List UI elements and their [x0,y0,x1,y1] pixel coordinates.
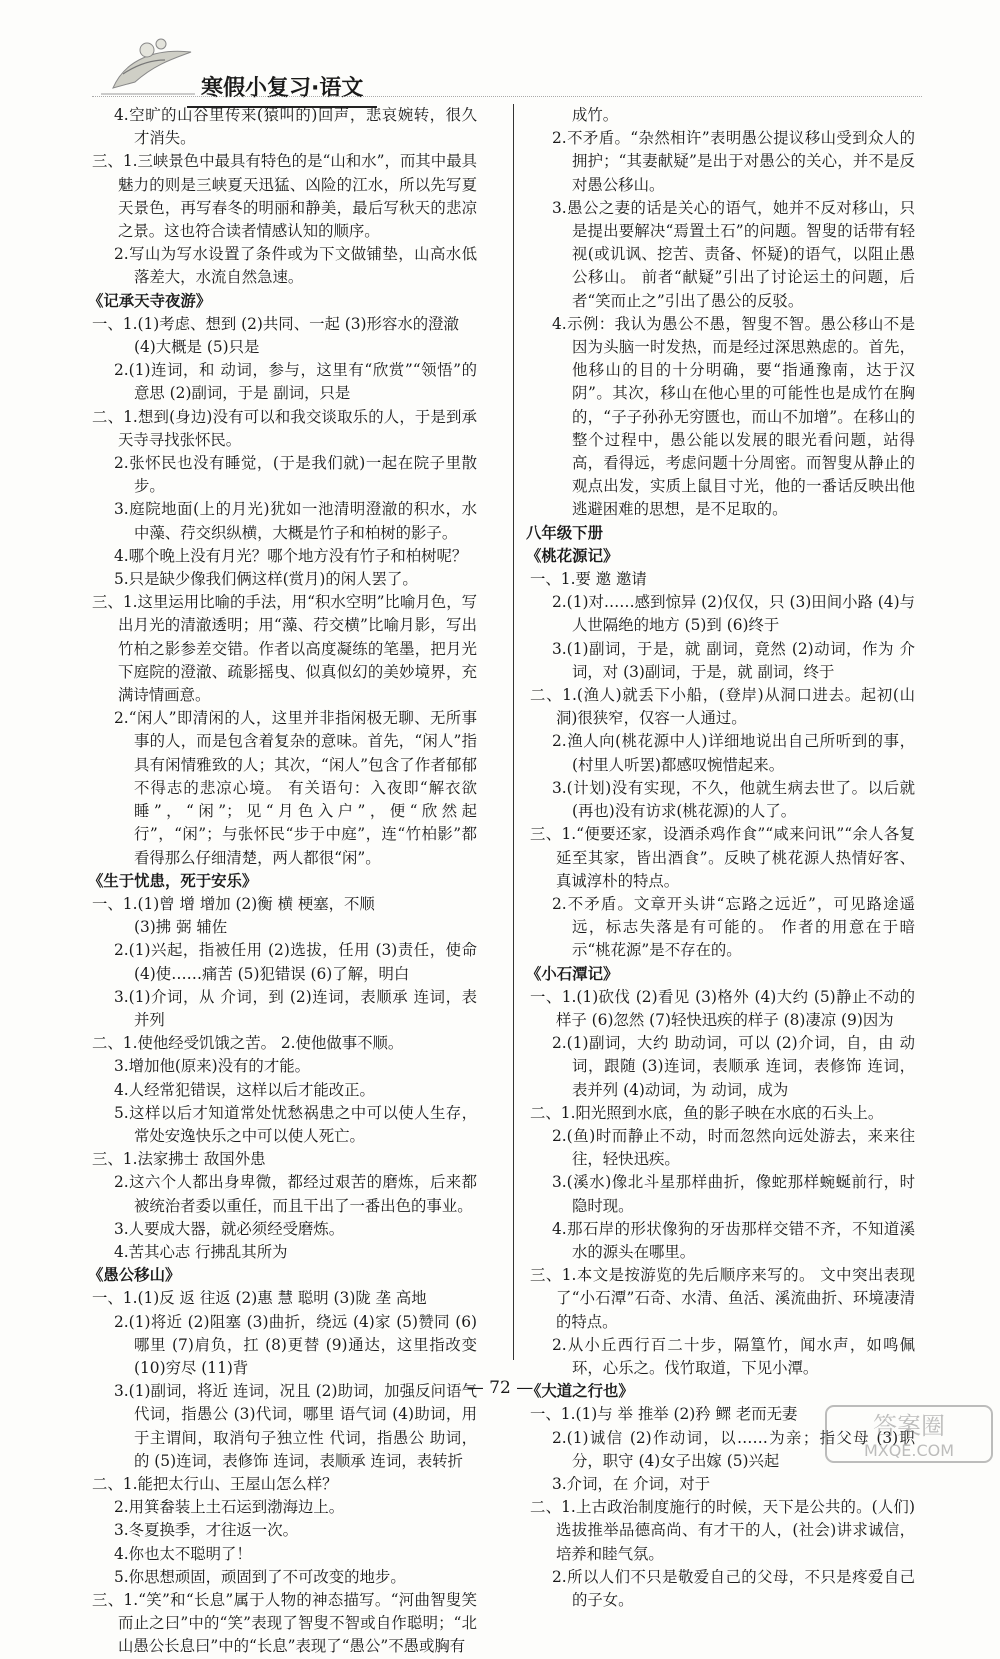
page-header [95,30,515,101]
answer-line: 4.苦其心志 行拂乱其所为 [114,1242,288,1261]
section-heading: 《愚公移山》 [88,1266,181,1285]
answer-line: 一、1.要 邀 邀请 [530,570,647,589]
answer-line: 3.(溪水)像北斗星那样曲折，像蛇那样蜿蜒前行，时隐时现。 [552,1173,915,1215]
answer-line: 2.从小丘西行百二十步，隔篁竹，闻水声，如鸣佩环，心乐之。伐竹取道，下见小潭。 [552,1335,915,1377]
answer-line: 2.张怀民也没有睡觉，(于是我们就)一起在院子里散步。 [114,454,477,496]
answer-line: (4)大概是 (5)只是 [134,338,260,357]
answer-line: 二、1.上古政治制度施行的时候，天下是公共的。(人们)选拔推举品德高尚、有才干的人，(社会)讲求诚信，培养和睦气氛。 [530,1498,915,1563]
header-title: 寒假小复习·语文 [187,72,377,108]
watermark-logo [824,1404,994,1464]
answer-line: 2.(1)连词，和 动词，参与，这里有“欣赏”“领悟”的意思 (2)副词，于是 副词，只是 [114,361,477,403]
answer-line: 二、1.想到(身边)没有可以和我交谈取乐的人，于是到承天寺寻找张怀民。 [92,407,477,449]
answer-line: 2.所以人们不只是敬爱自己的父母，不只是疼爱自己的子女。 [552,1567,915,1609]
left-column [88,104,477,1659]
answer-line: 二、1.能把太行山、王屋山怎么样？ [92,1474,338,1493]
answer-line: 一、1.(1)反 返 往返 (2)惠 慧 聪明 (3)陇 垄 高地 [92,1289,427,1308]
answer-line: 2.这六个人都出身卑微，都经过艰苦的磨炼，后来都被统治者委以重任，而且干出了一番出色的事业。 [114,1173,477,1215]
answer-line: 5.你思想顽固，顽固到了不可改变的地步。 [114,1567,406,1586]
answer-line: 2.不矛盾。文章开头讲“忘路之远近”，可见路途遥远，标志失落是有可能的。 作者的用意在于暗示“桃花源”是不存在的。 [552,894,915,960]
section-heading: 《记承天寺夜游》 [88,291,212,310]
answer-line: 3.冬夏换季，才往返一次。 [114,1521,298,1540]
header-rule [92,96,922,97]
answer-line: 2.(1)副词，大约 助动词，可以 (2)介词，自，由 动词，跟随 (3)连词，表顺承 连词，表修饰 连词，表并列 (4)动词，为 动词，成为 [552,1034,915,1099]
answer-line: 3.(计划)没有实现，不久，他就生病去世了。以后就(再也)没有访求(桃花源)的人了。 [552,778,915,821]
answer-line: 3.人要成大器，就必须经受磨炼。 [114,1219,345,1238]
answer-line: 3.(1)介词，从 介词，到 (2)连词，表顺承 连词，表并列 [114,987,477,1029]
answer-line: 3.增加他(原来)没有的才能。 [114,1057,310,1076]
answer-line: 4.人经常犯错误，这样以后才能改正。 [114,1080,375,1099]
answer-line: 2.(1)诚信 (2)作动词，以……为亲；指父母 (3)职分，职守 (4)女子出嫁 (5)兴起 [552,1428,915,1470]
answer-line: 3.(1)副词，于是，就 副词，竟然 (2)动词，作为 介词，对 (3)副词，于是，就 副词，终于 [552,639,915,681]
section-heading: 《生于忧患，死于安乐》 [88,871,258,890]
answer-line: 4.示例：我认为愚公不愚，智叟不智。愚公移山不是因为头脑一时发热，而是经过深思熟虑的。首先，他移山的目的十分明确，要“指通豫南，达于汉阴”。其次，移山在他心里的可能性也是成竹在胸的，“子子孙孙无穷匮也，而山不加增”。在移山的整个过程中，愚公能以发展的眼光看问题，站得高，看得远，考虑问题十分周密。而智叟从静止的观点出发，实质上鼠目寸光，他的一番话反映出他逃避困难的思想，是不足取的。 [552,314,915,519]
answer-line: 3.介词，在 介词，对于 [552,1474,711,1493]
answer-line: (3)拂 弼 辅佐 [134,918,228,937]
answer-line: 一、1.(1)与 举 推举 (2)矜 鳏 老而无妻 [530,1405,798,1424]
answer-line: 4.哪个晚上没有月光？哪个地方没有竹子和柏树呢？ [114,546,468,565]
svg-text:答案圈: 答案圈 [873,1412,945,1440]
answer-line: 3.愚公之妻的话是关心的语气，她并不反对移山，只是提出要解决“焉置土石”的问题。智叟的话带有轻视(或讥讽、挖苦、责备、怀疑)的语气，以阻止愚公移山。 前者“献疑”引出了讨论运土的问题，后者“笑而止之”引出了愚公的反驳。 [552,198,915,310]
answer-line: 2.(1)对……感到惊异 (2)仅仅，只 (3)田间小路 (4)与人世隔绝的地方 (5)到 (6)终于 [552,593,915,635]
answer-line: 二、1.(渔人)就丢下小船，(登岸)从洞口进去。起初(山洞)很狭窄，仅容一人通过。 [530,686,915,728]
section-heading: 八年级下册 [526,523,603,542]
answer-line: 成竹。 [572,106,619,124]
answer-line: 4.那石岸的形状像狗的牙齿那样交错不齐，不知道溪水的源头在哪里。 [552,1219,915,1261]
page-number: — 72 — [466,1378,534,1398]
answer-line: 2.(1)将近 (2)阻塞 (3)曲折，绕远 (4)家 (5)赞同 (6)哪里 (7)肩负，扛 (8)更替 (9)通达，这里指改变 (10)穷尽 (11)背 [114,1312,477,1377]
answer-line: 4.空旷的山谷里传来(猿叫的)回声，悲哀婉转，很久才消失。 [114,106,477,148]
section-heading: 《小石潭记》 [526,964,619,983]
section-heading: 《桃花源记》 [526,546,619,565]
answer-line: 三、1.“笑”和“长息”属于人物的神态描写。“河曲智叟笑而止之曰”中的“笑”表现了智叟不智或自作聪明；“北山愚公长息曰”中的“长息”表现了“愚公”不愚或胸有 [92,1591,477,1656]
answer-line: 三、1.三峡景色中最具有特色的是“山和水”，而其中最具魅力的则是三峡夏天迅猛、凶险的江水，所以先写夏天景色，再写春冬的明丽和静美，最后写秋天的悲凉之景。这也符合读者情感认知的顺序。 [92,152,477,241]
answer-line: 二、1.使他经受饥饿之苦。 2.使他做事不顺。 [92,1034,404,1053]
answer-line: 三、1.法家拂士 敌国外患 [92,1150,266,1169]
section-heading: 《大道之行也》 [526,1382,634,1401]
answer-line: 5.只是缺少像我们俩这样(赏月)的闲人罢了。 [114,570,418,589]
answer-line: 2.用箕畚装上土石运到渤海边上。 [114,1498,345,1517]
answer-line: 2.渔人向(桃花源中人)详细地说出自己所听到的事，(村里人听罢)都感叹惋惜起来。 [552,732,915,774]
answer-line: 2.写山为写水设置了条件或为下文做铺垫，山高水低落差大，水流自然急速。 [114,245,477,287]
answer-line: 三、1.这里运用比喻的手法，用“积水空明”比喻月色，写出月光的清澈透明；用“藻、荇交横”比喻月影，写出竹柏之影参差交错。作者以高度凝练的笔墨，把月光下庭院的澄澈、疏影摇曳、似真似幻的美妙境界，充满诗情画意。 [92,593,477,705]
answer-line: 2.不矛盾。“杂然相许”表明愚公提议移山受到众人的拥护；“其妻献疑”是出于对愚公的关心，并不是反对愚公移山。 [552,129,915,194]
answer-line: 一、1.(1)砍伐 (2)看见 (3)格外 (4)大约 (5)静止不动的样子 (6)忽然 (7)轻快迅疾的样子 (8)凄凉 (9)因为 [530,987,915,1029]
answer-line: 2.(鱼)时而静止不动，时而忽然向远处游去，来来往往，轻快迅疾。 [552,1126,915,1169]
answer-line: 一、1.(1)曾 增 增加 (2)衡 横 梗塞，不顺 [92,894,375,913]
answer-line: 三、1.“便要还家，设酒杀鸡作食”“咸来问讯”“余人各复延至其家，皆出酒食”。反映了桃花源人热情好客、真诚淳朴的特点。 [530,825,915,890]
answer-line: 二、1.阳光照到水底，鱼的影子映在水底的石头上。 [530,1103,884,1122]
answer-line: 一、1.(1)考虑、想到 (2)共同、一起 (3)形容水的澄澈 [92,314,459,333]
answer-line: 3.(1)副词，将近 连词，况且 (2)助词，加强反问语气 代词，指愚公 (3)代词，哪里 语气词 (4)助词，用于主谓间，取消句子独立性 代词，指愚公 助词，的 (5)连词，表修饰 连词，表顺承 连词，表转折 [114,1382,477,1470]
answer-line: 4.你也太不聪明了！ [114,1544,252,1563]
answer-line: 三、1.本文是按游览的先后顺序来写的。 文中突出表现了“小石潭”石奇、水清、鱼活、溪流曲折、环境凄清的特点。 [530,1266,915,1331]
answer-line: 2.(1)兴起，指被任用 (2)选拔，任用 (3)责任，使命 (4)使……痛苦 (5)犯错误 (6)了解，明白 [114,941,477,983]
svg-text:MXQE.COM: MXQE.COM [863,1441,955,1460]
answer-line: 3.庭院地面(上的月光)犹如一池清明澄澈的积水，水中藻、荇交织纵横，大概是竹子和柏树的影子。 [114,500,477,542]
answer-line: 5.这样以后才知道常处忧愁祸患之中可以使人生存，常处安逸快乐之中可以使人死亡。 [114,1103,477,1145]
answer-line: 2.“闲人”即清闲的人，这里并非指闲极无聊、无所事事的人，而是包含着复杂的意味。首先，“闲人”指具有闲情雅致的人；其次，“闲人”包含了作者郁郁不得志的悲凉心境。 有关语句：入夜即“解衣欲睡”，“闲”；见“月色入户”，便“欣然起行”，“闲”；与张怀民“步于中庭”，连“竹柏影”都看得那么仔细清楚，两人都很“闲”。 [114,709,477,867]
